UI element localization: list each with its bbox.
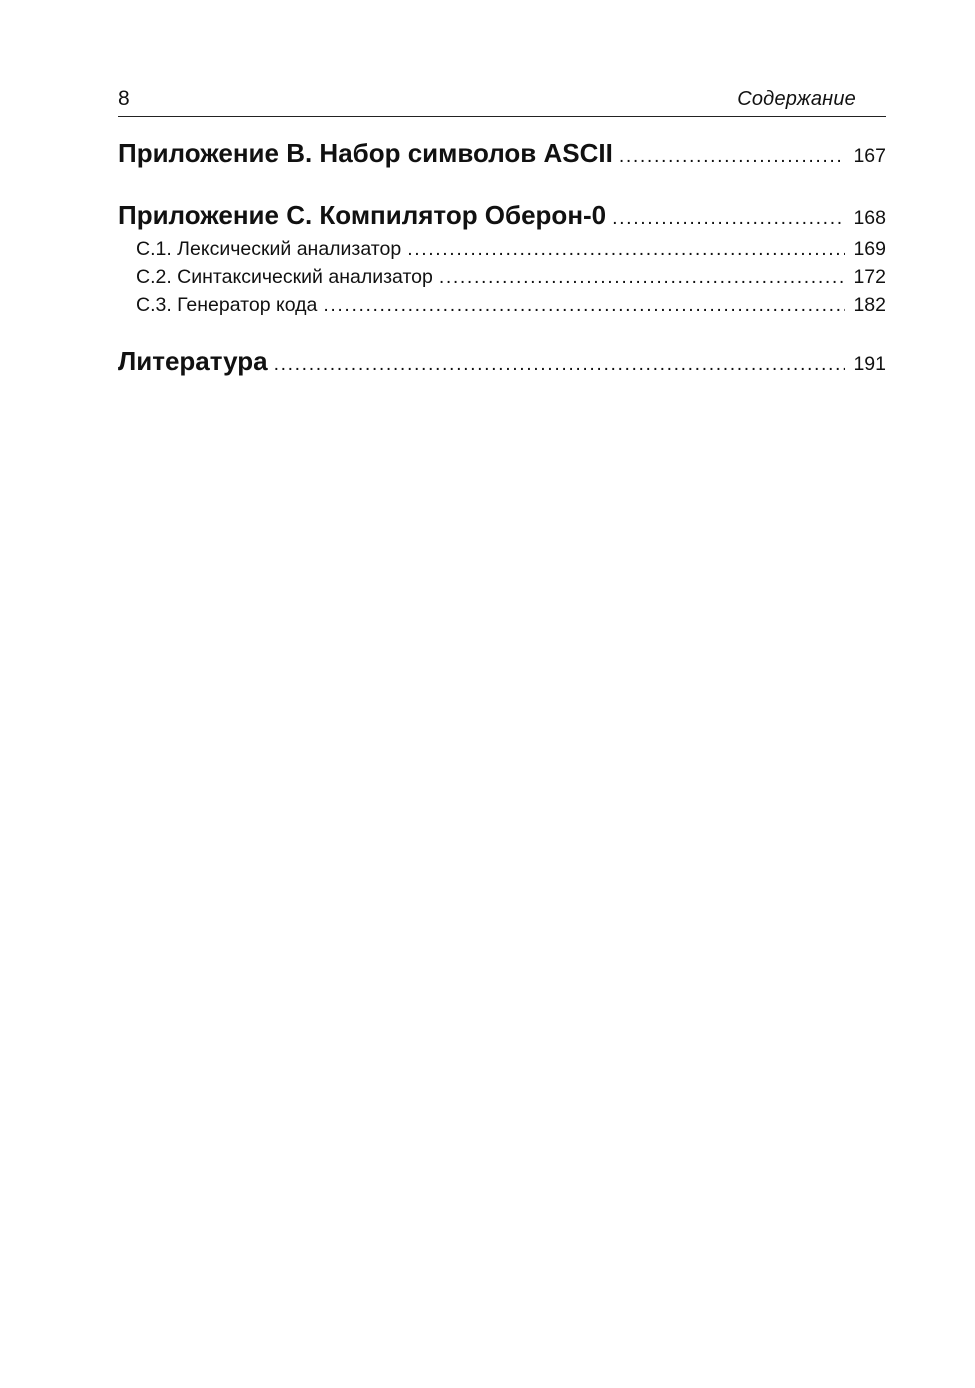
page-number: 8	[118, 87, 130, 110]
toc-entry-c3	[118, 294, 886, 322]
dot-leader	[619, 145, 846, 168]
toc-entry-page: 169	[853, 238, 886, 260]
toc-entry-title: Литература	[118, 346, 268, 376]
toc-entry-appendix-c	[118, 200, 886, 238]
dot-leader	[274, 353, 846, 376]
toc-entry-literature	[118, 346, 886, 384]
page-header	[118, 86, 886, 117]
toc-entry-page: 182	[853, 294, 886, 316]
toc-entry-title: C.2. Синтаксический анализатор	[136, 266, 433, 288]
dot-leader	[612, 207, 845, 230]
table-of-contents	[118, 138, 886, 384]
dot-leader	[439, 266, 846, 289]
spacer	[118, 322, 886, 346]
toc-entry-appendix-b	[118, 138, 886, 176]
toc-entry-title: Приложение C. Компилятор Оберон-0	[118, 200, 607, 230]
toc-entry-c2	[118, 266, 886, 294]
toc-entry-c1	[118, 238, 886, 266]
toc-entry-page: 191	[853, 353, 886, 375]
toc-entry-page: 167	[853, 145, 886, 167]
toc-entry-title: C.1. Лексический анализатор	[136, 238, 402, 260]
toc-entry-page: 168	[853, 207, 886, 229]
toc-entry-page: 172	[853, 266, 886, 288]
toc-entry-title: C.3. Генератор кода	[136, 294, 318, 316]
dot-leader	[407, 238, 845, 261]
running-title: Содержание	[737, 88, 856, 110]
toc-entry-title: Приложение B. Набор символов ASCII	[118, 138, 613, 168]
dot-leader	[323, 294, 845, 317]
spacer	[118, 176, 886, 200]
